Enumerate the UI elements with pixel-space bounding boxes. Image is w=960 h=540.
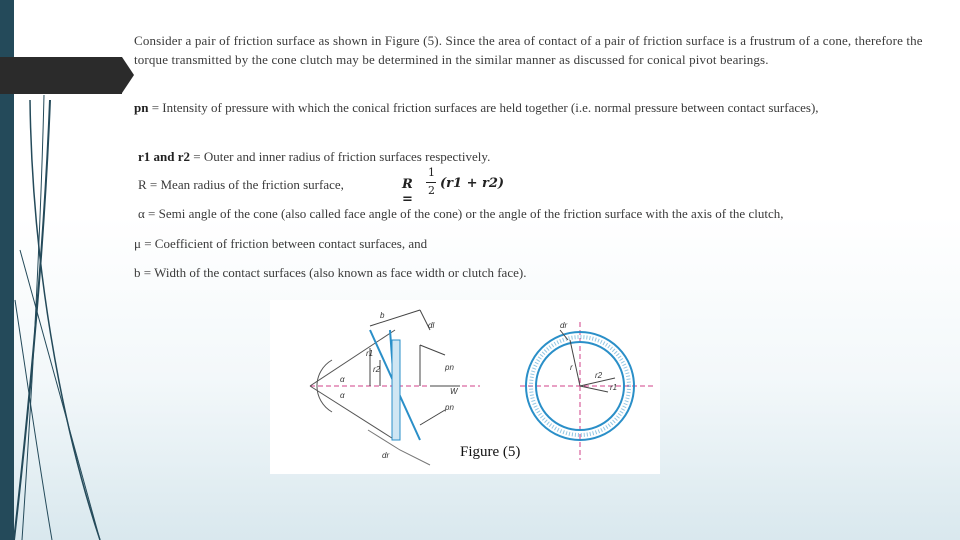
intro-paragraph: Consider a pair of friction surface as shown in Figure (5). Since the area of contact of a pair of friction surface is a frustrum of a cone, therefore the torque transmitted by the cone clutch may be determined in the similar manner as discussed for conical pivot bearings. — [134, 33, 923, 67]
mu-definition: μ = Coefficient of friction between contact surfaces, and — [134, 236, 428, 251]
formula-fraction-bar — [426, 182, 436, 183]
formula-lhs: R = — [402, 177, 413, 207]
label-r2-right: r2 — [595, 371, 603, 380]
label-dr-right: dr — [560, 321, 568, 330]
label-alpha-bottom: α — [340, 391, 345, 400]
label-alpha-top: α — [340, 375, 345, 384]
formula-rhs: (r1 + r2) — [440, 176, 505, 191]
r-text: = Outer and inner radius of friction surfaces respectively. — [193, 149, 491, 164]
figure-5 — [270, 300, 660, 474]
r-symbols: r1 and r2 — [138, 149, 190, 164]
radius-definition — [138, 147, 898, 166]
label-pn-bottom: pn — [445, 403, 454, 412]
mean-radius-definition: R = Mean radius of the friction surface, — [138, 177, 344, 192]
label-b: b — [380, 311, 385, 320]
decorative-lines — [0, 0, 130, 540]
label-r1-right: r1 — [610, 383, 618, 392]
label-dl: dl — [428, 321, 435, 330]
label-r2: r2 — [373, 365, 381, 374]
figure-caption: Figure (5) — [460, 444, 521, 460]
label-pn-top: pn — [445, 363, 454, 372]
formula-numerator: 1 — [428, 166, 435, 179]
label-r1: r1 — [366, 349, 374, 358]
label-r: r — [570, 363, 573, 372]
alpha-definition: α = Semi angle of the cone (also called face angle of the cone) or the angle of the friction surface with the axis of the clutch, — [138, 206, 784, 221]
formula-denominator: 2 — [428, 184, 435, 197]
label-dr-left: dr — [382, 451, 390, 460]
pn-text: = Intensity of pressure with which the conical friction surfaces are held together (i.e. normal pressure between contact surfaces), — [151, 100, 819, 115]
pn-definition — [134, 98, 934, 117]
pn-symbol: pn — [134, 100, 149, 115]
b-definition: b = Width of the contact surfaces (also known as face width or clutch face). — [134, 265, 527, 280]
label-W: W — [450, 387, 458, 396]
